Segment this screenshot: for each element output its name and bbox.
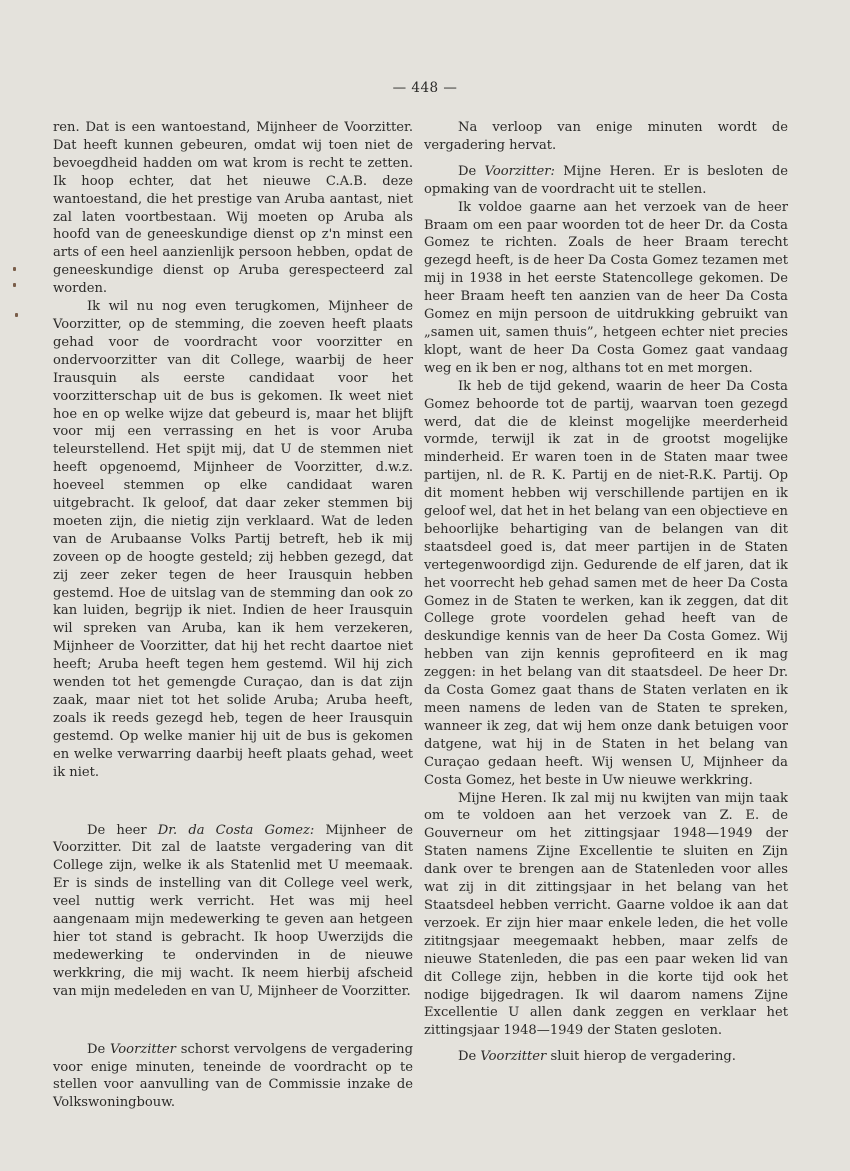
paragraph-text: Mijne Heren. Er is besloten de opmaking van de voordracht uit te stellen. — [424, 163, 788, 197]
speaker-name: Dr. da Costa Gomez: — [157, 822, 315, 838]
speaker-prefix: De — [458, 1049, 481, 1065]
speaker-prefix: De heer — [87, 822, 158, 838]
paragraph: Ik heb de tijd gekend, waarin de heer Da Costa Gomez behoorde tot de partij, waarvan toen gezegd werd, dat die de kleinst mogelijke meerderheid vormde, terwijl ik zat in de grootst mogelijke minderheid. Er waren toen in de Staten maar twee partijen, nl. de R. K. Partij en de niet-R.K. Partij. Op dit moment hebben wij verschillende partijen en ik geloof wel, dat het in het belang van een objectieve en behoorlijke behartiging van de belangen van dit staatsdeel goed is, dat meer partijen in de Staten vertegenwoordigd zijn. Gedurende de elf jaren, dat ik het voorrecht heb gehad samen met de heer Da Costa Gomez in de Staten te werken, kan ik zeggen, dat dit College grote voordelen gehad heeft van de deskundige kennis van de heer Da Costa Gomez. Wij hebben van zijn kennis geprofiteerd en ik mag zeggen: in het belang van dit staatsdeel. De heer Dr. da Costa Gomez gaat thans de Staten verlaten en ik meen namens de leden van de Staten te spreken, wanneer ik zeg, dat wij hem onze dank betuigen voor datgene, wat hij in de Staten in het belang van Curaçao gedaan heeft. Wij wensen U, Mijnheer da Costa Gomez, het beste in Uw nieuwe werkkring. — [424, 378, 788, 788]
left-column — [53, 119, 413, 1112]
speaker-paragraph — [424, 1048, 788, 1066]
margin-mark — [13, 267, 16, 271]
speaker-name: Voorzitter: — [484, 163, 555, 179]
paragraph: Ik wil nu nog even terugkomen, Mijnheer de Voorzitter, op de stemming, die zoeven heeft plaats gehad voor de voordracht voor voorzitter en ondervoorzitter van dit College, waarbij de heer Irausquin als eerste candidaat voor het voorzitterschap uit de bus is gekomen. Ik weet niet hoe en op welke wijze dat gebeurd is, maar het blijft voor mij een verrassing en het is voor Aruba teleurstellend. Het spijt mij, dat U de stemmen niet heeft opgenoemd, Mijnheer de Voorzitter, d.w.z. hoeveel stemmen op elke candidaat waren uitgebracht. Ik geloof, dat daar zeker stemmen bij moeten zijn, die nietig zijn verklaard. Wat de leden van de Arubaanse Volks Partij betreft, heb ik mij zoveen op de hoogte gesteld; zij hebben gezegd, dat zij zeer zeker tegen de heer Irausquin hebben gestemd. Hoe de uitslag van de stemming dan ook zo kan luiden, begrijp ik niet. Indien de heer Irausquin wil spreken van Aruba, kan ik hem verzekeren, Mijnheer de Voorzitter, dat hij het recht daartoe niet heeft; Aruba heeft tegen hem gestemd. Wil hij zich wenden tot het gemengde Curaçao, dan is dat zijn zaak, maar niet tot het solide Aruba; Aruba heeft, zoals ik reeds gezegd heb, tegen de heer Irausquin gestemd. Op welke manier hij uit de bus is gekomen en welke verwarring daarbij heeft plaats gehad, weet ik niet. — [53, 299, 413, 780]
margin-mark — [15, 313, 18, 317]
paragraph: Na verloop van enige minuten wordt de vergadering hervat. — [424, 120, 788, 153]
right-column — [424, 119, 788, 1066]
speaker-paragraph — [424, 163, 788, 199]
margin-mark — [13, 283, 16, 287]
paragraph-text: sluit hierop de vergadering. — [546, 1049, 736, 1065]
paragraph-text: Mijnheer de Voorzitter. Dit zal de laatste vergadering van dit College zijn, welke ik als Statenlid met U meemaak. Er is sinds de instelling van dit College veel werk, veel nuttig werk verricht. Het was mij heel aangenaam mijn medewerking te geven aan hetgeen hier tot stand is gebracht. Ik hoop Uwerzijds die medewerking te ondervinden in de nieuwe werkkring, die mij wacht. Ik neem hierbij afscheid van mijn medeleden en van U, Mijnheer de Voorzitter. — [53, 822, 413, 999]
speaker-prefix: De — [87, 1041, 111, 1057]
speaker-name: Voorzitter — [110, 1041, 176, 1057]
paragraph: ren. Dat is een wantoestand, Mijnheer de Voorzitter. Dat heeft kunnen gebeuren, omdat wij toen niet de bevoegdheid hadden om wat krom is recht te zetten. Ik hoop echter, dat het nieuwe C.A.B. deze wantoestand, die het prestige van Aruba aantast, niet zal laten voortbestaan. Wij moeten op Aruba als hoofd van de geneeskundige dienst op z'n minst een arts of een heel aanzienlijk persoon hebben, opdat de geneeskundige dienst op Aruba gerespecteerd zal worden. — [53, 120, 413, 297]
paragraph: Ik voldoe gaarne aan het verzoek van de heer Braam om een paar woorden tot de heer Dr. da Costa Gomez te richten. Zoals de heer Braam terecht gezegd heeft, is de heer Da Costa Gomez tezamen met mij in 1938 in het eerste Statencollege gekomen. De heer Braam heeft ten aanzien van de heer Da Costa Gomez en mijn persoon de uitdrukking gebruikt van „samen uit, samen thuis”, hetgeen echter niet precies klopt, want de heer Da Costa Gomez gaat vandaag weg en ik ben er nog, althans tot en met morgen. — [424, 199, 788, 376]
speaker-prefix: De — [458, 163, 485, 179]
page-number: — 448 — — [392, 80, 458, 96]
speaker-paragraph — [53, 822, 413, 1001]
speaker-name: Voorzitter — [480, 1049, 547, 1065]
paragraph: Mijne Heren. Ik zal mij nu kwijten van mijn taak om te voldoen aan het verzoek van Z. E. de Gouverneur om het zittingsjaar 1948—1949 der Staten namens Zijne Excellentie te sluiten en Zijn dank over te brengen aan de Statenleden voor alles wat zij in dit zittingsjaar in het belang van het Staatsdeel hebben verricht. Gaarne voldoe ik aan dat verzoek. Er zijn hier maar enkele leden, die het volle zititngsjaar meegemaakt hebben, maar zelfs de nieuwe Statenleden, die pas een paar weken lid van dit College zijn, hebben in die korte tijd ook het nodige bijgedragen. Ik wil daarom namens Zijne Excellentie U allen dank zeggen en verklaar het zittingsjaar 1948—1949 der Staten gesloten. — [424, 790, 788, 1039]
speaker-paragraph — [53, 1041, 413, 1113]
paragraph-text: schorst vervolgens de vergadering voor enige minuten, teneinde de voordracht op te stellen voor aanvulling van de Commissie inzake de Volkswoningbouw. — [53, 1041, 413, 1111]
